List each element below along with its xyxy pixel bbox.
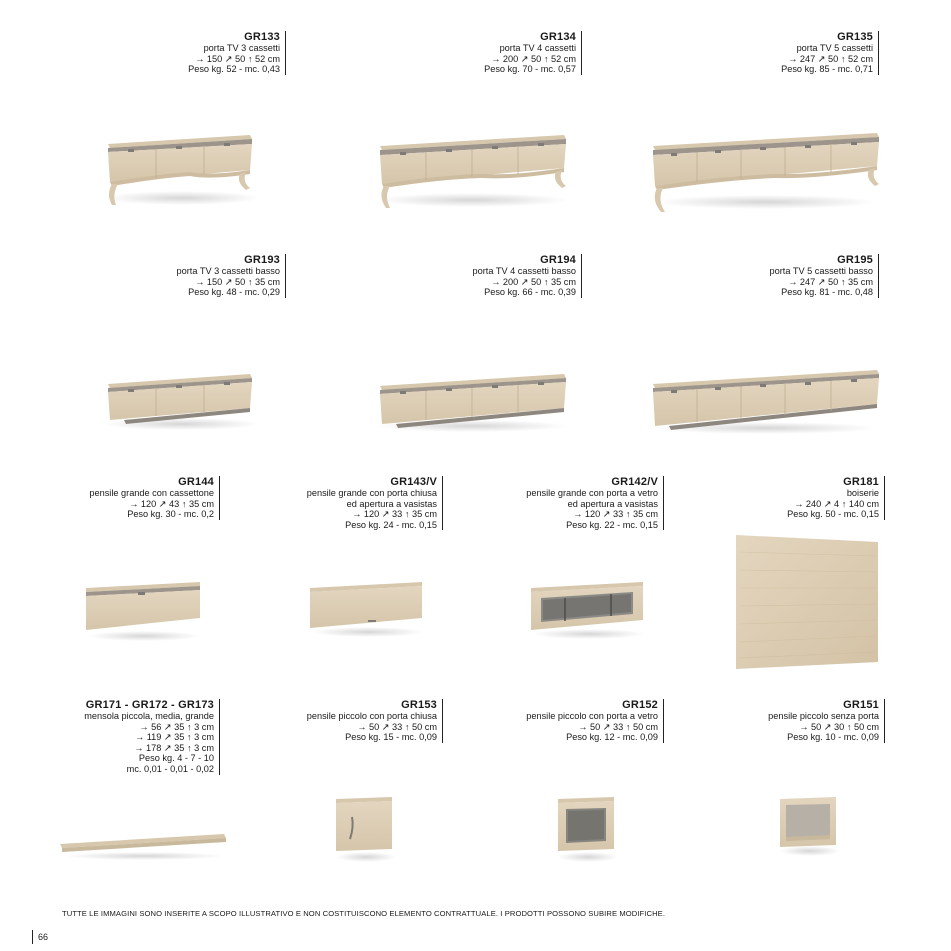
product-code: GR181 [843, 476, 879, 488]
product-dims: → 247 ↗ 50 ↑ 52 cm [788, 53, 873, 64]
product-code: GR193 [244, 254, 280, 266]
image-gr135 [645, 128, 885, 218]
image-gr143v [306, 580, 428, 640]
spec-gr135 [781, 31, 879, 75]
product-weight: Peso kg. 4 - 7 - 10 [138, 753, 214, 764]
image-gr142v [527, 580, 649, 642]
product-code: GR151 [843, 699, 879, 711]
product-dims: → 240 ↗ 4 ↑ 140 cm [794, 498, 879, 509]
product-dims: → 120 ↗ 33 ↑ 35 cm [573, 509, 658, 520]
image-gr133 [100, 130, 260, 215]
product-dims: → 50 ↗ 30 ↑ 50 cm [799, 721, 879, 732]
product-desc: porta TV 3 cassetti basso [176, 266, 280, 276]
spec-gr171-173 [84, 699, 220, 775]
product-code: GR135 [837, 31, 873, 43]
product-desc: porta TV 5 cassetti basso [769, 266, 873, 276]
product-desc: porta TV 4 cassetti [499, 43, 576, 53]
image-gr134 [372, 130, 572, 215]
spec-gr193 [177, 254, 287, 298]
product-desc: boiserie [846, 488, 879, 498]
product-dims: → 50 ↗ 33 ↑ 50 cm [578, 721, 658, 732]
image-gr194 [372, 370, 572, 435]
product-dims: → 200 ↗ 50 ↑ 52 cm [491, 53, 576, 64]
product-code: GR142/V [611, 476, 658, 488]
product-code: GR153 [401, 699, 437, 711]
image-gr181 [732, 532, 882, 672]
product-desc: pensile grande con porta chiusa [306, 488, 437, 498]
spec-gr195 [770, 254, 880, 298]
product-dims: → 120 ↗ 33 ↑ 35 cm [352, 509, 437, 520]
product-weight: Peso kg. 10 - mc. 0,09 [787, 732, 879, 743]
spec-gr144 [89, 476, 220, 520]
spec-gr181 [787, 476, 885, 520]
product-dims-medium: → 119 ↗ 35 ↑ 3 cm [134, 732, 214, 743]
product-desc: porta TV 4 cassetti basso [472, 266, 576, 276]
product-weight: Peso kg. 85 - mc. 0,71 [781, 64, 873, 75]
product-code: GR144 [178, 476, 214, 488]
product-weight: Peso kg. 24 - mc. 0,15 [345, 519, 437, 530]
product-code: GR143/V [390, 476, 437, 488]
product-dims: → 200 ↗ 50 ↑ 35 cm [491, 276, 576, 287]
disclaimer: TUTTE LE IMMAGINI SONO INSERITE A SCOPO ILLUSTRATIVO E NON COSTITUISCONO ELEMENTO CONTRATTUALE. I PRODOTTI POSSONO SUBIRE MODIFICHE. [62, 909, 666, 918]
product-weight: Peso kg. 48 - mc. 0,29 [188, 287, 280, 298]
product-desc: pensile piccolo senza porta [768, 711, 879, 721]
product-dims: → 247 ↗ 50 ↑ 35 cm [788, 276, 873, 287]
product-weight: Peso kg. 15 - mc. 0,09 [345, 732, 437, 743]
spec-gr134 [484, 31, 582, 75]
product-dims: → 150 ↗ 50 ↑ 52 cm [195, 53, 280, 64]
product-desc: pensile grande con porta a vetro [526, 488, 658, 498]
product-dims-small: → 56 ↗ 35 ↑ 3 cm [139, 721, 214, 732]
product-dims: → 120 ↗ 43 ↑ 35 cm [129, 498, 214, 509]
spec-gr142v [526, 476, 664, 530]
product-dims: → 150 ↗ 50 ↑ 35 cm [195, 276, 280, 287]
product-dims-large: → 178 ↗ 35 ↑ 3 cm [134, 742, 214, 753]
product-code: GR133 [244, 31, 280, 43]
page-number: 66 [32, 930, 48, 944]
product-weight: Peso kg. 70 - mc. 0,57 [484, 64, 576, 75]
product-dims: → 50 ↗ 33 ↑ 50 cm [357, 721, 437, 732]
product-desc: pensile piccolo con porta a vetro [526, 711, 658, 721]
spec-gr143v [307, 476, 443, 530]
product-desc: mensola piccola, media, grande [84, 711, 214, 721]
product-weight: Peso kg. 50 - mc. 0,15 [787, 509, 879, 520]
product-code: GR194 [540, 254, 576, 266]
image-gr195 [645, 366, 885, 438]
image-gr153 [330, 793, 400, 865]
image-gr152 [552, 793, 622, 865]
product-weight: Peso kg. 66 - mc. 0,39 [484, 287, 576, 298]
product-weight: Peso kg. 81 - mc. 0,48 [781, 287, 873, 298]
product-desc: porta TV 3 cassetti [203, 43, 280, 53]
product-desc: pensile grande con cassettone [89, 488, 214, 498]
spec-gr133 [188, 31, 286, 75]
spec-gr151 [768, 699, 885, 743]
product-desc: pensile piccolo con porta chiusa [306, 711, 437, 721]
image-gr144 [82, 578, 207, 646]
product-code: GR171 - GR172 - GR173 [85, 699, 214, 711]
spec-gr152 [526, 699, 664, 743]
spec-gr153 [307, 699, 443, 743]
product-desc-2: ed apertura a vasistas [346, 498, 437, 509]
product-code: GR134 [540, 31, 576, 43]
image-gr151 [774, 793, 844, 859]
product-weight: Peso kg. 22 - mc. 0,15 [566, 519, 658, 530]
product-volume: mc. 0,01 - 0,01 - 0,02 [126, 763, 214, 774]
product-desc: porta TV 5 cassetti [796, 43, 873, 53]
image-gr171-173 [58, 828, 230, 862]
product-weight: Peso kg. 52 - mc. 0,43 [188, 64, 280, 75]
product-weight: Peso kg. 12 - mc. 0,09 [566, 732, 658, 743]
product-desc-2: ed apertura a vasistas [567, 498, 658, 509]
product-code: GR195 [837, 254, 873, 266]
product-code: GR152 [622, 699, 658, 711]
product-weight: Peso kg. 30 - mc. 0,2 [127, 509, 214, 520]
image-gr193 [100, 370, 260, 435]
spec-gr194 [473, 254, 583, 298]
